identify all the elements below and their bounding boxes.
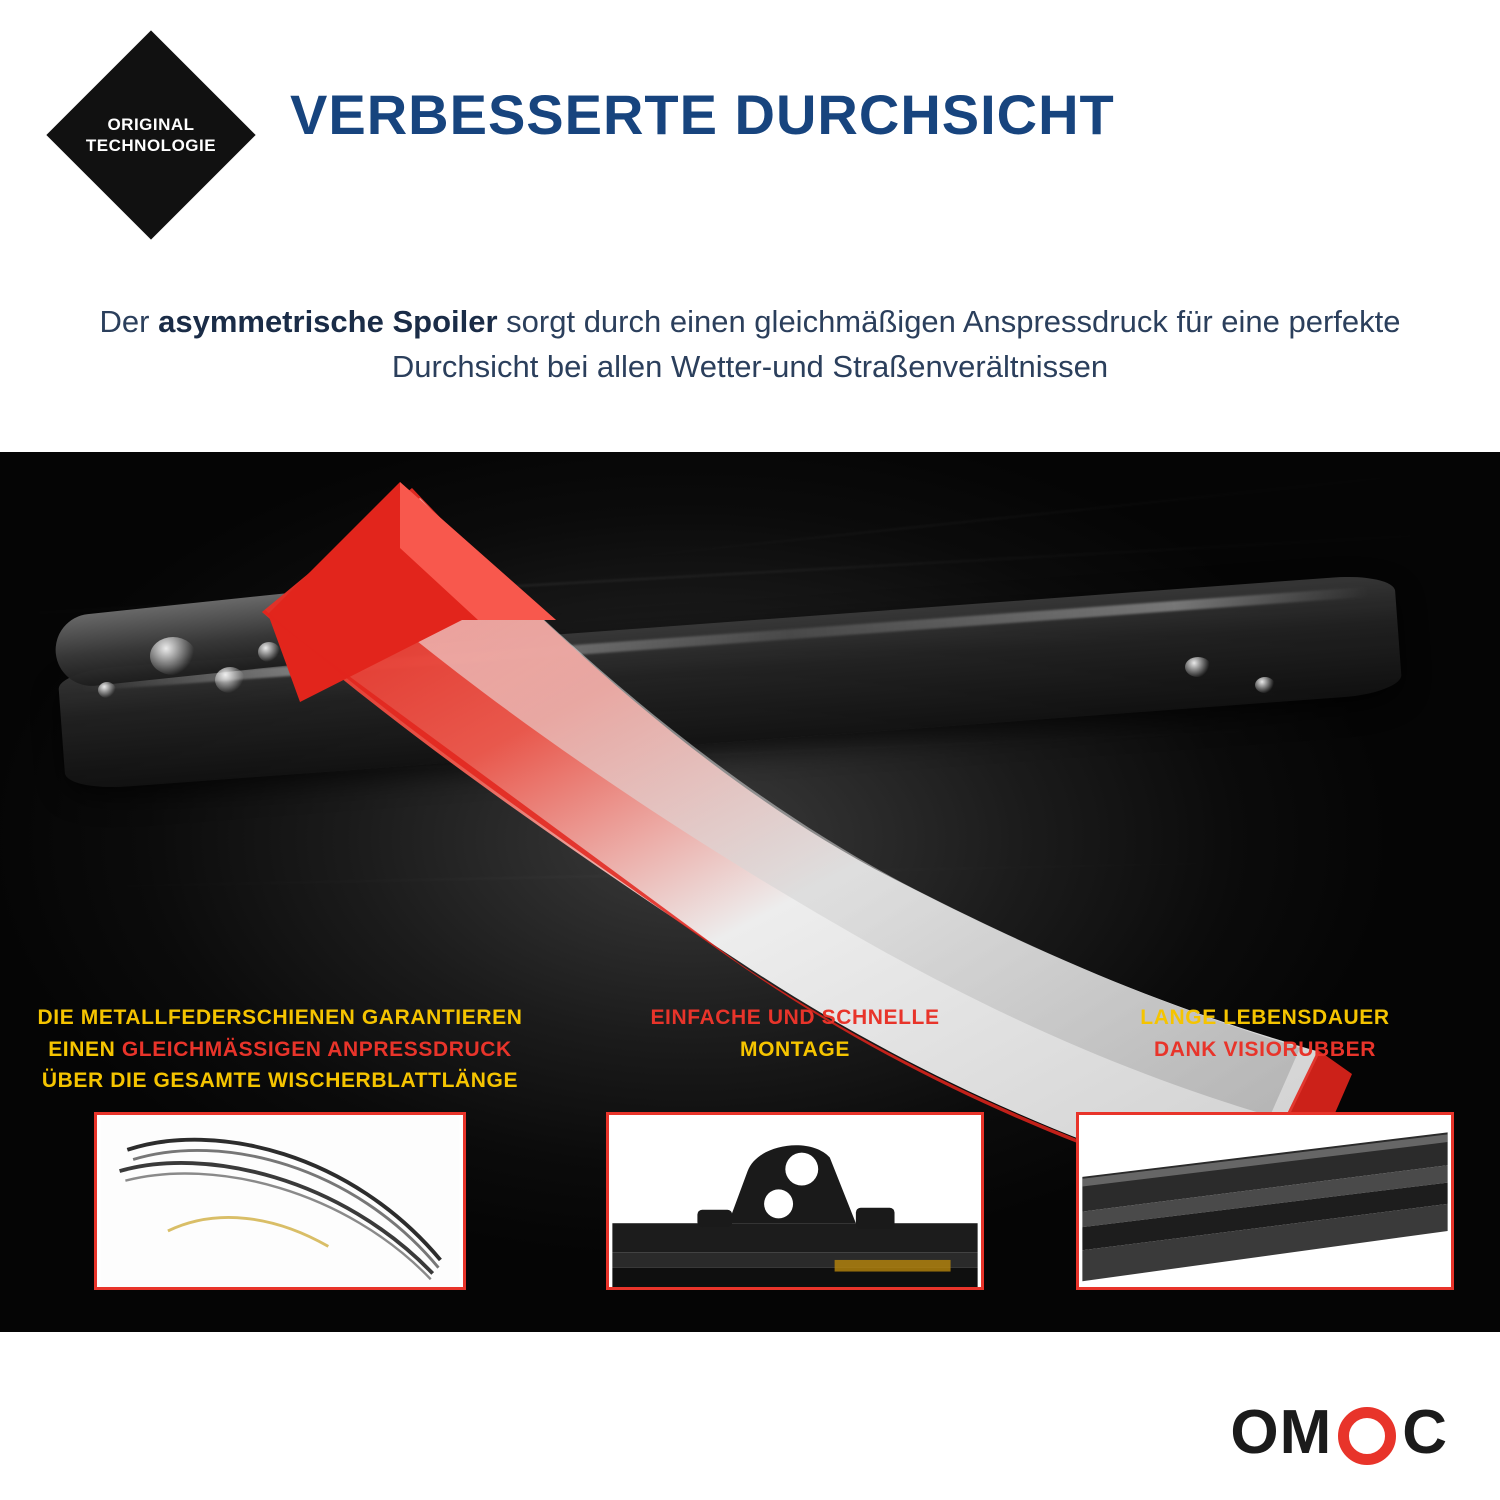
thumbnail-metal-rails [94,1112,466,1290]
omac-logo [1230,1397,1448,1468]
feature-captions [0,1002,1500,1097]
thumbnail-metal-rails-wrap [0,1112,560,1295]
header [0,0,1500,280]
caption-line: EINFACHE UND SCHNELLE [650,1006,940,1029]
badge-line-1: ORIGINAL [107,114,195,134]
caption-line: MONTAGE [740,1037,850,1061]
subtitle-bold: asymmetrische Spoiler [158,304,498,339]
logo-text-right: C [1402,1398,1448,1467]
badge-line-2: TECHNOLOGIE [85,136,217,155]
metal-spring-rails-icon [97,1115,463,1287]
caption-line: LANGE LEBENSDAUER [1140,1006,1390,1029]
thumbnail-adapter-clip [606,1112,984,1290]
wiper-adapter-clip-icon [609,1115,981,1287]
caption-line-part: GLEICHMÄSSIGEN ANPRESSDRUCK [121,1037,512,1061]
thumbnail-rubber-wrap [1030,1112,1500,1295]
logo-ring-icon [1338,1407,1396,1465]
caption-line: DANK VISIORUBBER [1154,1037,1376,1061]
logo-text-left: OM [1230,1398,1333,1467]
subtitle-part-1: Der [99,304,159,339]
caption-line: DIE METALLFEDERSCHIENEN GARANTIEREN [37,1006,523,1029]
feature-long-life-caption [1030,1002,1500,1097]
caption-line-part: EINEN [48,1037,122,1061]
rubber-blade-closeup-icon [1079,1115,1451,1287]
subtitle-part-2: sorgt durch einen gleichmäßigen Anspressdruck für eine perfekte Durchsicht bei allen Wetter-und Straßenverältnissen [391,304,1401,384]
original-technologie-badge [46,30,256,240]
feature-metal-rails-caption [0,1002,560,1097]
thumbnail-rubber-closeup [1076,1112,1454,1290]
feature-easy-mount-caption [560,1002,1030,1097]
badge-text [46,30,256,240]
page-title: VERBESSERTE DURCHSICHT [290,83,1115,146]
subtitle [0,300,1500,390]
thumbnail-adapter-wrap [560,1112,1030,1295]
caption-line: ÜBER DIE GESAMTE WISCHERBLATTLÄNGE [41,1069,519,1092]
footer [0,1332,1500,1500]
feature-thumbnails [0,1112,1500,1295]
